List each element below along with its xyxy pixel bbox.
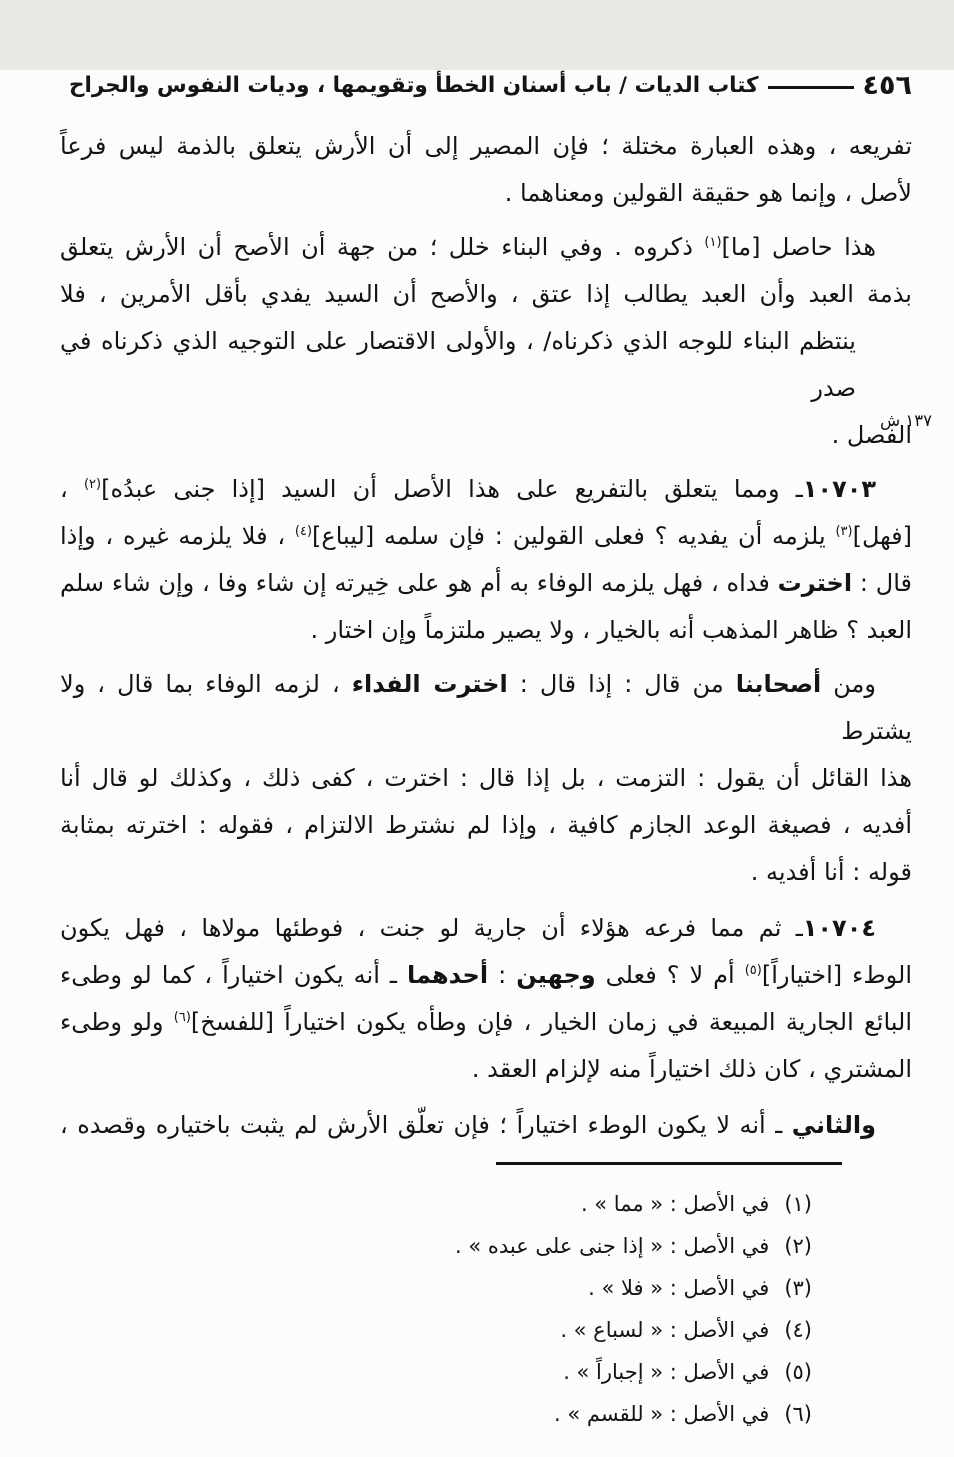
page-number: ٤٥٦ xyxy=(862,70,912,101)
text-line: قال : اخترت فداه ، فهل يلزمه الوفاء به أم هو على خِيرته إن شاء وفا ، وإن شاء سلم xyxy=(60,569,912,597)
book-page xyxy=(0,70,954,1457)
footnote-text: في الأصل : « إجباراً » . xyxy=(563,1360,770,1384)
footnote-marker: (٤) xyxy=(784,1318,812,1342)
text-line: والثاني ـ أنه لا يكون الوطء اختياراً ؛ فإن تعلّق الأرش لم يثبت باختياره وقصده ، xyxy=(60,1111,876,1139)
text-line: ١٠٧٠٣ـ ومما يتعلق بالتفريع على هذا الأصل أن السيد [إذا جنى عبدُه]$^{(٢)}$ ، xyxy=(60,475,877,503)
text-line: هذا حاصل [ما]$^{(١)}$ ذكروه . وفي البناء خلل ؛ من جهة أن الأصح أن الأرش يتعلق xyxy=(60,233,876,261)
footnote xyxy=(60,1183,812,1225)
footnote-marker: (١) xyxy=(784,1192,812,1216)
footnote-text: في الأصل : « مما » . xyxy=(580,1192,770,1216)
text-line: تفريعه ، وهذه العبارة مختلة ؛ فإن المصير إلى أن الأرش يتعلق بالذمة ليس فرعاً xyxy=(60,132,912,160)
text-line: لأصل ، وإنما هو حقيقة القولين ومعناهما . xyxy=(504,179,912,207)
footnote xyxy=(60,1225,812,1267)
footnote-text: في الأصل : « فلا » . xyxy=(588,1276,770,1300)
paragraph xyxy=(60,661,912,896)
footnote xyxy=(60,1309,812,1351)
footnote xyxy=(60,1393,812,1435)
footnote-separator xyxy=(496,1162,842,1165)
footnote-text: في الأصل : « لسباع » . xyxy=(560,1318,770,1342)
text-line: الفصل . xyxy=(831,421,912,449)
paragraph xyxy=(60,123,912,217)
paragraph xyxy=(60,224,912,459)
text-line: قوله : أنا أفديه . xyxy=(750,858,912,886)
running-title: كتاب الديات / باب أسنان الخطأ وتقويمها ، وديات النفوس والجراح xyxy=(69,73,759,98)
text-line: أفديه ، فصيغة الوعد الجازم كافية ، وإذا لم نشترط الالتزام ، فقوله : اخترته بمثابة xyxy=(60,811,912,839)
paragraph-10704 xyxy=(60,905,912,1093)
header-rule xyxy=(768,86,854,89)
footnote xyxy=(60,1267,812,1309)
text-line: الوطء [اختياراً]$^{(٥)}$ أم لا ؟ فعلى وجهين : أحدهما ـ أنه يكون اختياراً ، كما لو وطىء xyxy=(60,961,912,989)
footnote-text: في الأصل : « للقسم » . xyxy=(554,1402,770,1426)
footnote xyxy=(60,1351,812,1393)
text-line: ينتظم البناء للوجه الذي ذكرناه/ ، والأولى الاقتصار على التوجيه الذي ذكرناه في صدر xyxy=(60,327,856,402)
text-line: ومن أصحابنا من قال : إذا قال : اخترت الفداء ، لزمه الوفاء بما قال ، ولا يشترط xyxy=(60,670,912,745)
page-header xyxy=(56,70,912,101)
margin-folio-note: ش ١٣٧ xyxy=(880,411,932,430)
paragraph-10703 xyxy=(60,466,912,654)
footnote-marker: (٥) xyxy=(784,1360,812,1384)
text-line: ١٠٧٠٤ـ ثم مما فرعه هؤلاء أن جارية لو جنت ، فوطئها مولاها ، فهل يكون xyxy=(60,914,876,942)
body-text xyxy=(60,123,912,1149)
text-line: العبد ؟ ظاهر المذهب أنه بالخيار ، ولا يصير ملتزماً وإن اختار . xyxy=(310,616,912,644)
text-line: هذا القائل أن يقول : التزمت ، بل إذا قال : اخترت ، كفى ذلك ، وكذلك لو قال أنا xyxy=(60,764,912,792)
footnotes xyxy=(60,1183,812,1435)
footnote-text: في الأصل : « إذا جنى على عبده » . xyxy=(454,1234,770,1258)
text-line: البائع الجارية المبيعة في زمان الخيار ، فإن وطأه يكون اختياراً [للفسخ]$^{(٦)}$ ولو وطىء xyxy=(60,1008,912,1036)
footnote-marker: (٢) xyxy=(784,1234,812,1258)
text-line: المشتري ، كان ذلك اختياراً منه لإلزام العقد . xyxy=(471,1055,912,1083)
footnote-marker: (٦) xyxy=(784,1402,812,1426)
paragraph xyxy=(60,1102,912,1149)
text-line: بذمة العبد وأن العبد يطالب إذا عتق ، والأصح أن السيد يفدي بأقل الأمرين ، فلا xyxy=(60,280,912,308)
footnote-marker: (٣) xyxy=(784,1276,812,1300)
text-line: [فهل]$^{(٣)}$ يلزمه أن يفديه ؟ فعلى القولين : فإن سلمه [ليباع]$^{(٤)}$ ، فلا يلزمه غيره ، وإذا xyxy=(60,522,913,550)
